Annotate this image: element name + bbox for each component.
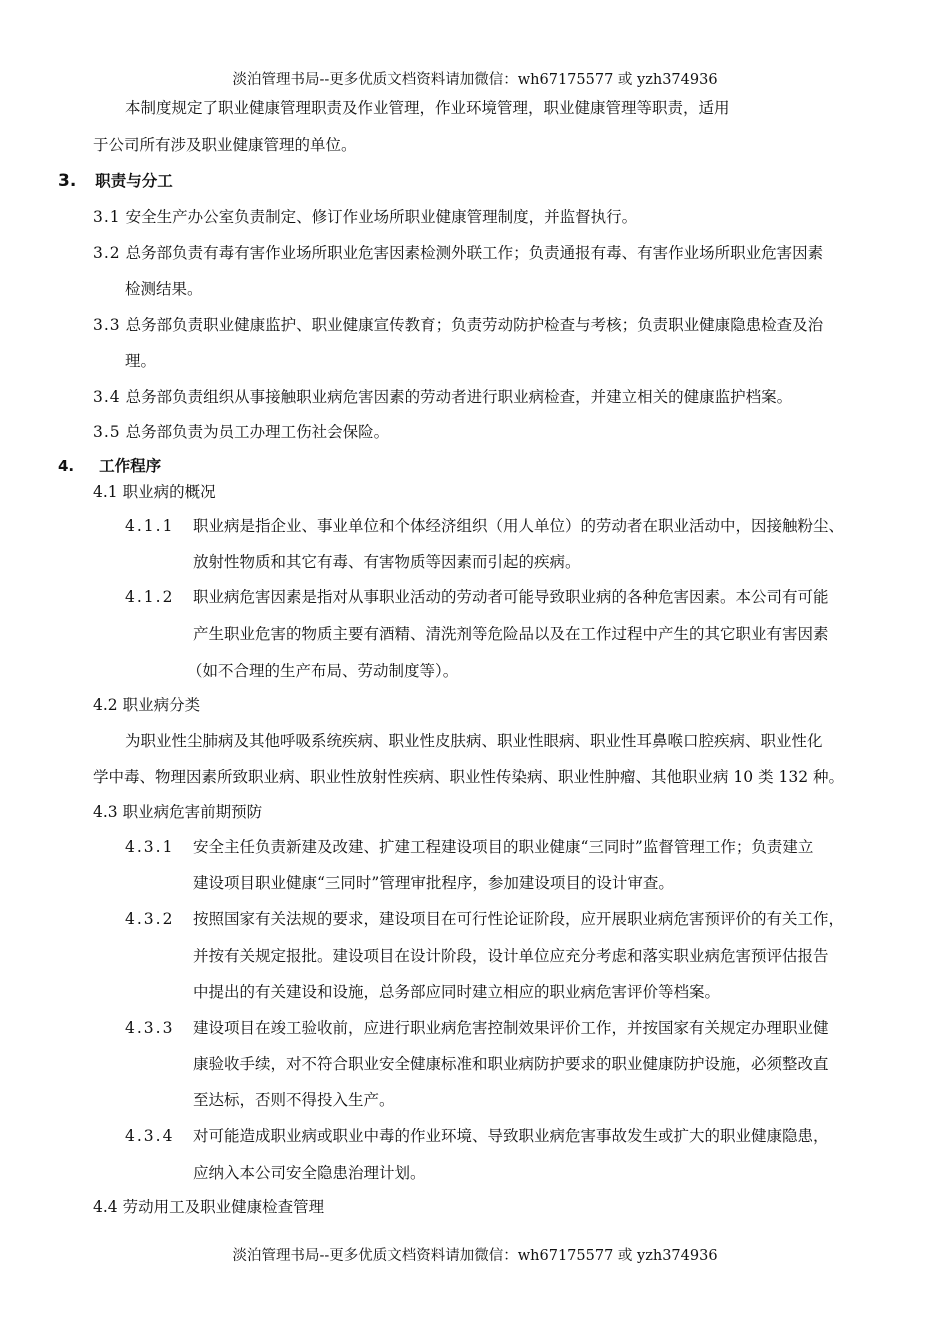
item-4-3-1-number: 4.3.1 [125, 838, 175, 856]
page-footer: 淡泊管理书局--更多优质文档资料请加微信：wh67175577 或 yzh374936 [232, 1248, 718, 1264]
item-4-1-2-line-3: （如不合理的生产布局、劳动制度等）。 [187, 662, 459, 680]
section-4-heading [58, 456, 161, 476]
intro-line-1: 本制度规定了职业健康管理职责及作业管理，作业环境管理，职业健康管理等职责，适用 [125, 99, 730, 117]
subsection-4-4-heading: 4.4 劳动用工及职业健康检查管理 [93, 1198, 325, 1216]
item-number: 3.4 [93, 388, 121, 406]
item-number: 3.2 [93, 244, 121, 262]
item-4-3-4-line-1: 对可能造成职业病或职业中毒的作业环境、导致职业病危害事故发生或扩大的职业健康隐患， [193, 1127, 829, 1145]
section-4-number: 4. [58, 457, 75, 475]
item-number: 3.1 [93, 208, 121, 226]
page-header: 淡泊管理书局--更多优质文档资料请加微信：wh67175577 或 yzh374936 [232, 72, 718, 88]
item-4-3-3-line-3: 至达标，否则不得投入生产。 [193, 1091, 395, 1109]
subsection-4-1-heading: 4.1 职业病的概况 [93, 483, 216, 501]
item-text: 总务部负责组织从事接触职业病危害因素的劳动者进行职业病检查，并建立相关的健康监护档案。 [125, 388, 793, 406]
item-4-1-1-number: 4.1.1 [125, 517, 175, 535]
item-text: 总务部负责职业健康监护、职业健康宣传教育；负责劳动防护检查与考核；负责职业健康隐患检查及治 [125, 316, 824, 334]
item-3-4 [93, 387, 792, 407]
item-4-3-4-line-2: 应纳入本公司安全隐患治理计划。 [193, 1164, 426, 1182]
item-4-3-2-line-3: 中提出的有关建设和设施，总务部应同时建立相应的职业病危害评价等档案。 [193, 983, 721, 1001]
item-4-3-1-line-1: 安全主任负责新建及改建、扩建工程建设项目的职业健康“三同时”监督管理工作；负责建立 [193, 838, 814, 856]
item-4-3-1-line-2: 建设项目职业健康“三同时”管理审批程序，参加建设项目的设计审查。 [193, 874, 674, 892]
item-4-3-4-number: 4.3.4 [125, 1127, 175, 1145]
subsection-4-2-line-2: 学中毒、物理因素所致职业病、职业性放射性疾病、职业性传染病、职业性肿瘤、其他职业病 10 类 132 种。 [93, 768, 845, 786]
item-text: 安全生产办公室负责制定、修订作业场所职业健康管理制度，并监督执行。 [125, 208, 638, 226]
item-4-3-3-number: 4.3.3 [125, 1019, 175, 1037]
section-3-number: 3. [58, 171, 77, 191]
item-number: 3.5 [93, 423, 121, 441]
section-3-title: 职责与分工 [95, 172, 173, 190]
item-text: 总务部负责为员工办理工伤社会保险。 [125, 423, 390, 441]
subsection-4-2-line-1: 为职业性尘肺病及其他呼吸系统疾病、职业性皮肤病、职业性眼病、职业性耳鼻喉口腔疾病、职业性化 [125, 732, 823, 750]
item-text: 总务部负责有毒有害作业场所职业危害因素检测外联工作；负责通报有毒、有害作业场所职业危害因素 [125, 244, 824, 262]
item-4-1-1-line-1: 职业病是指企业、事业单位和个体经济组织（用人单位）的劳动者在职业活动中，因接触粉尘、 [193, 517, 845, 535]
item-4-3-2-number: 4.3.2 [125, 910, 175, 928]
item-3-1 [93, 207, 637, 227]
section-4-title: 工作程序 [99, 457, 162, 475]
intro-line-2: 于公司所有涉及职业健康管理的单位。 [93, 136, 357, 154]
item-4-1-2-line-1: 职业病危害因素是指对从事职业活动的劳动者可能导致职业病的各种危害因素。本公司有可能 [193, 588, 829, 606]
item-3-2-continuation: 检测结果。 [125, 280, 203, 298]
item-4-3-3-line-1: 建设项目在竣工验收前，应进行职业病危害控制效果评价工作，并按国家有关规定办理职业健 [193, 1019, 829, 1037]
item-3-5 [93, 422, 389, 442]
item-3-3-continuation: 理。 [125, 352, 157, 370]
item-4-1-1-line-2: 放射性物质和其它有毒、有害物质等因素而引起的疾病。 [193, 553, 581, 571]
subsection-4-3-heading: 4.3 职业病危害前期预防 [93, 803, 263, 821]
item-4-1-2-number: 4.1.2 [125, 588, 175, 606]
item-3-2 [93, 243, 823, 263]
item-number: 3.3 [93, 316, 121, 334]
item-4-1-2-line-2: 产生职业危害的物质主要有酒精、清洗剂等危险品以及在工作过程中产生的其它职业有害因素 [193, 625, 829, 643]
section-3-heading [58, 171, 173, 191]
item-4-3-3-line-2: 康验收手续，对不符合职业安全健康标准和职业病防护要求的职业健康防护设施，必须整改直 [193, 1055, 829, 1073]
item-4-3-2-line-2: 并按有关规定报批。建设项目在设计阶段，设计单位应充分考虑和落实职业病危害预评估报告 [193, 947, 829, 965]
subsection-4-2-heading: 4.2 职业病分类 [93, 696, 201, 714]
item-3-3 [93, 315, 823, 335]
item-4-3-2-line-1: 按照国家有关法规的要求，建设项目在可行性论证阶段，应开展职业病危害预评价的有关工作， [193, 910, 845, 928]
